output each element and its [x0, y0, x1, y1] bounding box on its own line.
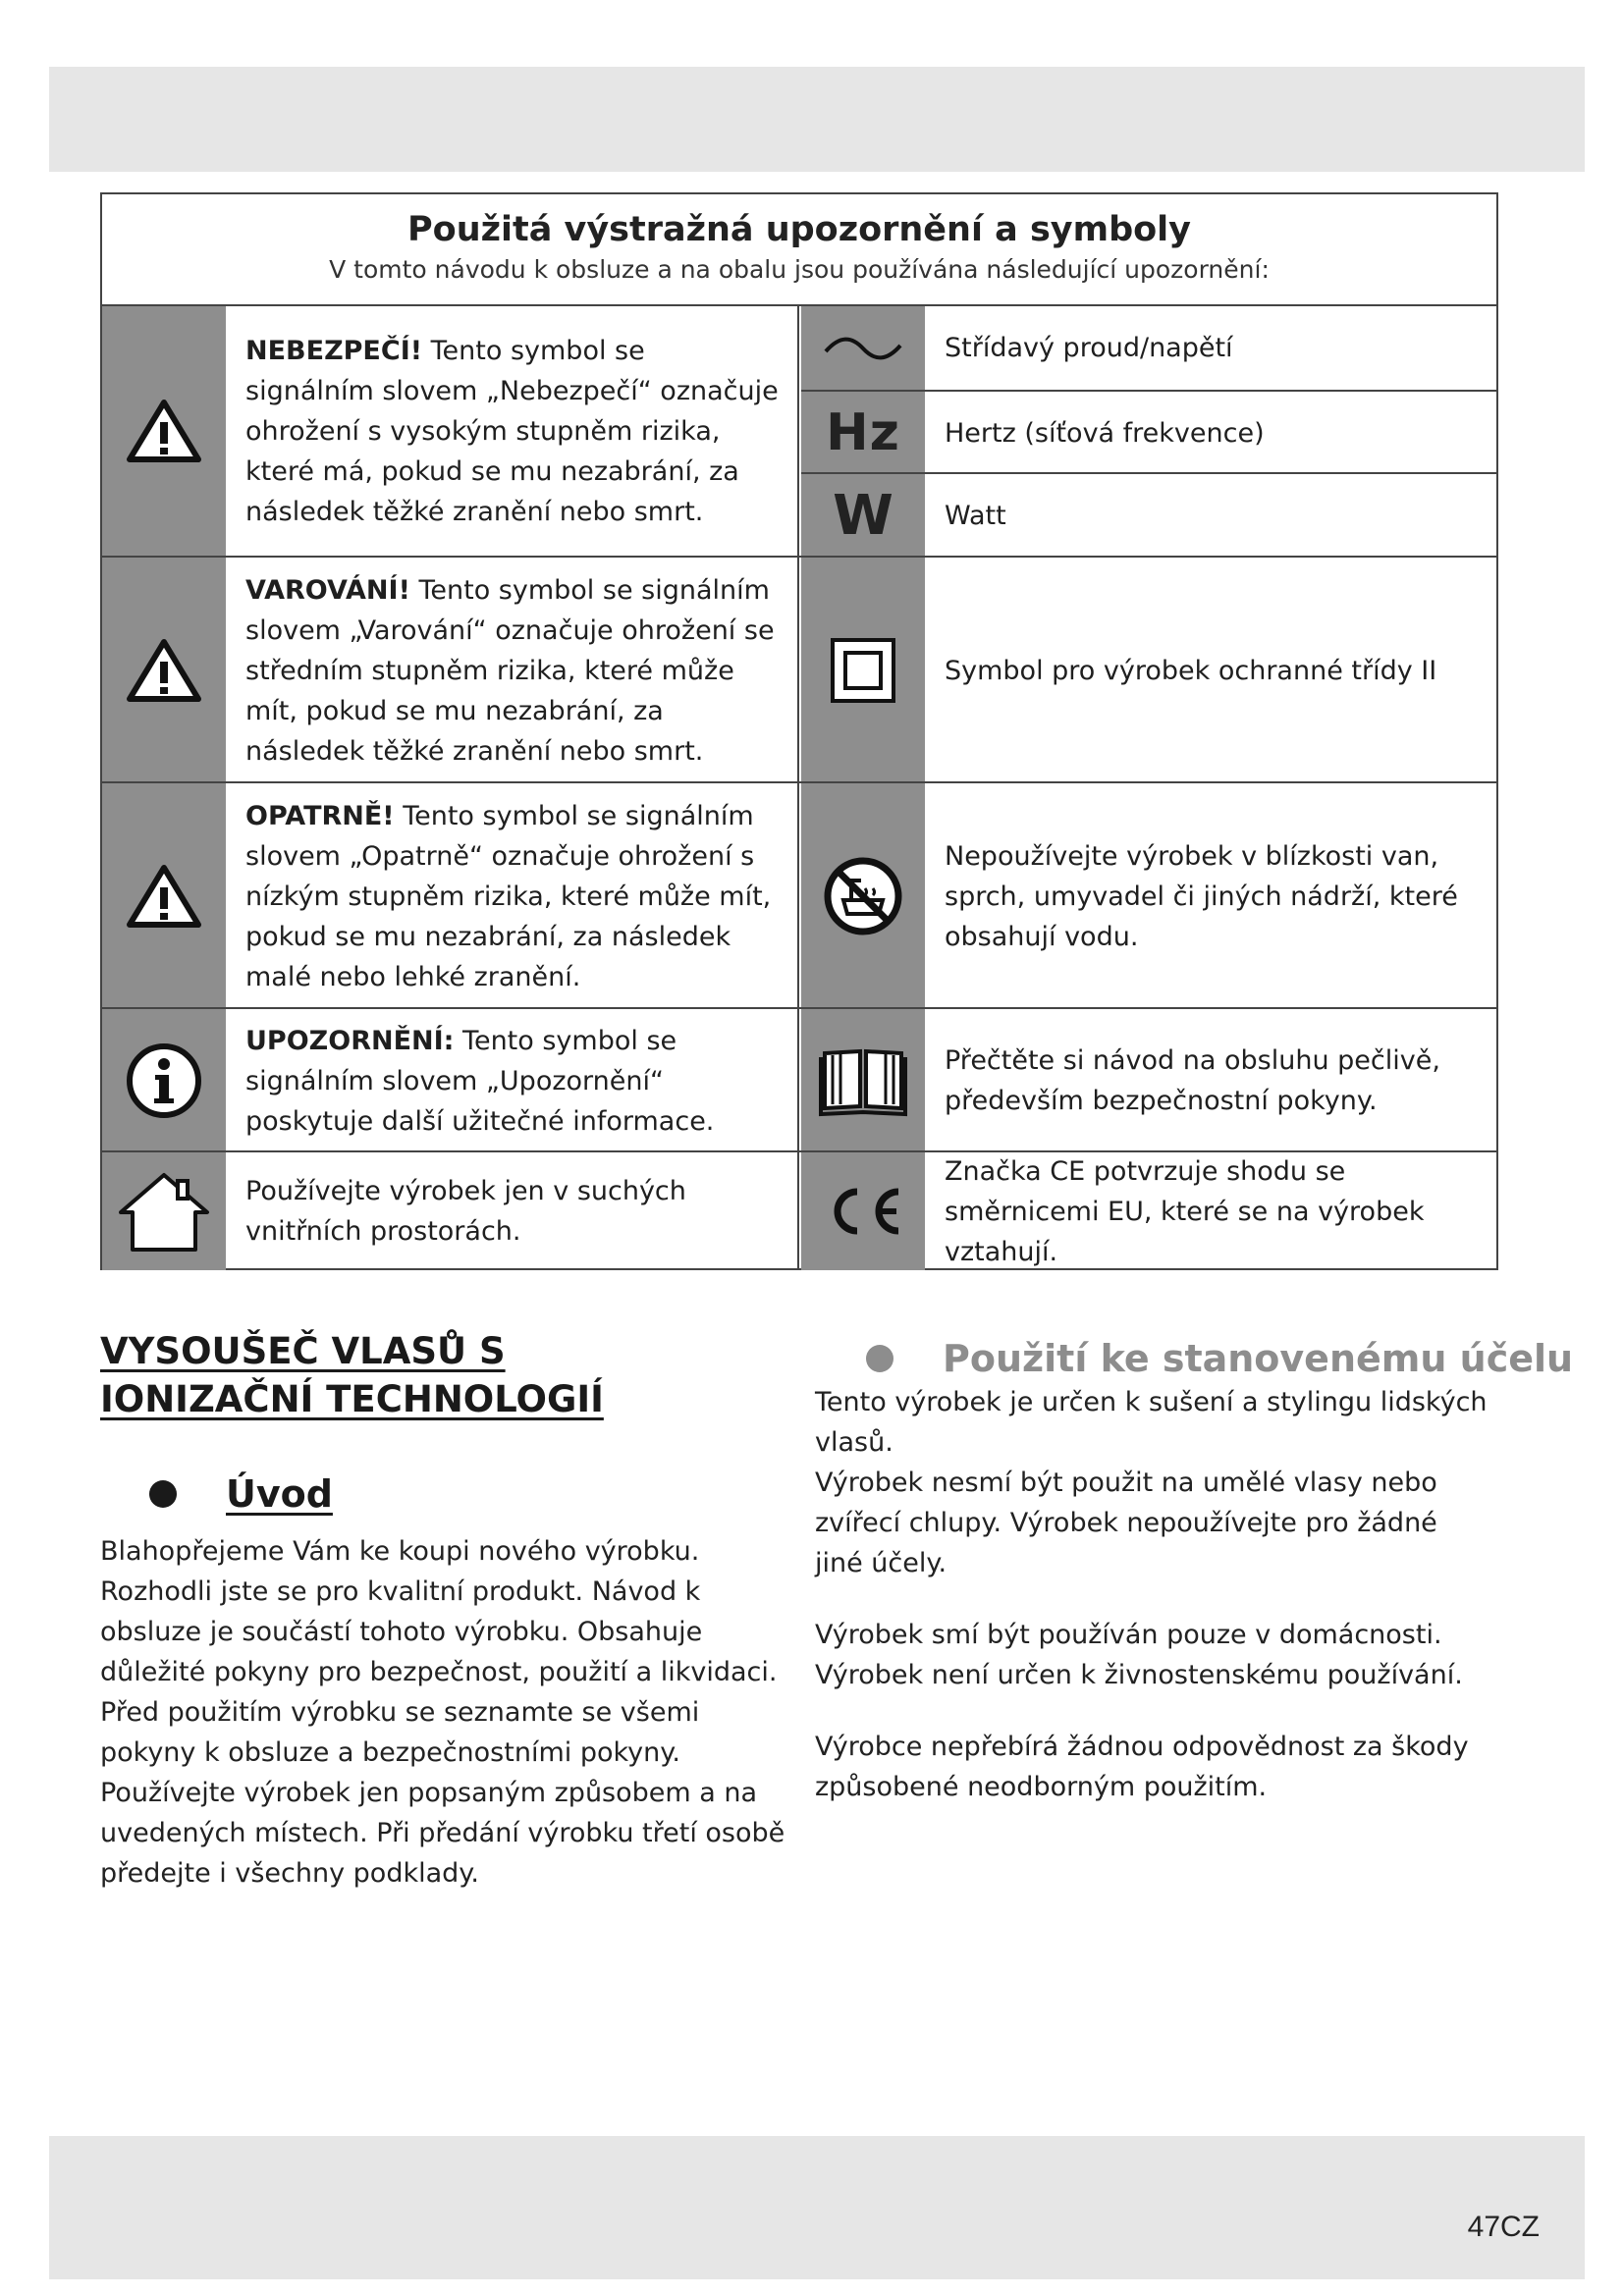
footer-band [49, 2136, 1585, 2279]
symbol-text: Tento symbol se signálním slovem „Opatrně“ označuje ohrožení s nízkým stupněm rizika, které může mít, pokud se mu nezabrání, za následek malé nebo lehké zranění. [245, 800, 772, 992]
symbol-text: Střídavý proud/napětí [945, 333, 1233, 363]
symbol-description [226, 1152, 799, 1270]
symbol-text: Hertz (síťová frekvence) [945, 417, 1265, 449]
product-heading: VYSOUŠEČ VLASŮ S IONIZAČNÍ TECHNOLOGIÍ [100, 1330, 604, 1420]
symbol-row [102, 1150, 1496, 1270]
symbol-icon-cell [801, 783, 925, 1009]
symbol-description [925, 1009, 1496, 1152]
intended-use-paragraph: Výrobce nepřebírá žádnou odpovědnost za škody způsobené neodborným použitím. [815, 1732, 1469, 1802]
no-bathtub-icon [822, 855, 904, 937]
symbol-row [102, 781, 1496, 1009]
house-icon [115, 1169, 213, 1254]
symbol-subrow [801, 472, 1496, 558]
bullet-icon [866, 1345, 893, 1372]
symbol-subrow [801, 306, 1496, 390]
symbol-icon-cell [801, 392, 925, 474]
watt-icon: W [833, 484, 893, 548]
symbol-text: Přečtěte si návod na obsluhu pečlivě, především bezpečnostní pokyny. [945, 1045, 1440, 1116]
info-icon [125, 1041, 203, 1120]
signal-word: UPOZORNĚNÍ: [245, 1025, 455, 1056]
symbol-icon-cell [102, 783, 226, 1009]
warning-triangle-icon [125, 397, 203, 465]
symbol-text: Tento symbol se signálním slovem „Nebezpečí“ označuje ohrožení s vysokým stupněm rizika, které má, pokud se mu nezabrání, za následek těžké zranění nebo smrt. [245, 335, 779, 527]
symbol-description [925, 474, 1496, 558]
symbol-description [226, 306, 799, 556]
symbol-text: Symbol pro výrobek ochranné třídy II [945, 655, 1437, 686]
intended-use-paragraph: Tento výrobek je určen k sušení a stylingu lidských vlasů. [815, 1387, 1488, 1458]
intended-use-heading [866, 1337, 1573, 1380]
signal-word: NEBEZPEČÍ! [245, 335, 423, 366]
symbol-icon-cell [801, 1152, 925, 1270]
intended-use-paragraph: Výrobek nesmí být použit na umělé vlasy nebo zvířecí chlupy. Výrobek nepoužívejte pro žádné jiné účely. [815, 1468, 1437, 1578]
symbol-description [925, 392, 1496, 474]
page-number: 47CZ [1467, 2211, 1540, 2243]
intended-use-text [815, 1382, 1492, 1839]
signal-word: OPATRNĚ! [245, 800, 395, 831]
symbol-text: Watt [945, 501, 1006, 531]
alternating-current-icon [822, 334, 904, 363]
intro-heading-text: Úvod [226, 1472, 333, 1516]
symbol-text: Nepoužívejte výrobek v blízkosti van, sprch, umyvadel či jiných nádrží, které obsahují vodu. [945, 840, 1458, 952]
symbol-row [102, 306, 1496, 556]
symbol-description [925, 783, 1496, 1009]
symbol-text: Používejte výrobek jen v suchých vnitřních prostorách. [245, 1176, 686, 1247]
symbols-table-header [102, 194, 1496, 306]
manual-book-icon [819, 1041, 907, 1120]
symbol-description [226, 783, 799, 1009]
symbols-title: Použitá výstražná upozornění a symboly [407, 210, 1191, 249]
symbol-row [102, 556, 1496, 783]
symbol-text: Tento symbol se signálním slovem „Varování“ označuje ohrožení se středním stupněm rizika, které může mít, pokud se mu nezabrání, za následek těžké zranění nebo smrt. [245, 574, 775, 767]
intro-paragraph: Blahopřejeme Vám ke koupi nového výrobku. Rozhodli jste se pro kvalitní produkt. Návod k obsluze je součástí tohoto výrobku. Obsahuje důležité pokyny pro bezpečnost, použití a likvidaci. Před použitím výrobku se seznamte se všemi pokyny k obsluze a bezpečnostními pokyny. Používejte výrobek jen popsaným způsobem a na uvedených místech. Při předání výrobku třetí osobě předejte i všechny podklady. [100, 1536, 785, 1889]
warning-triangle-icon [125, 862, 203, 931]
symbol-icon-cell [102, 1009, 226, 1152]
symbol-icon-cell [102, 558, 226, 783]
warning-triangle-icon [125, 636, 203, 705]
symbol-description [925, 1152, 1496, 1270]
symbol-icon-cell [801, 558, 925, 783]
symbol-description [226, 1009, 799, 1152]
bullet-icon [149, 1480, 177, 1508]
symbol-icon-cell [102, 306, 226, 556]
symbol-icon-cell [801, 474, 925, 558]
intended-use-heading-text: Použití ke stanovenému účelu [943, 1337, 1574, 1380]
symbol-text: Tento symbol se signálním slovem „Upozornění“ poskytuje další užitečné informace. [245, 1025, 715, 1137]
symbol-description [925, 306, 1496, 390]
intro-heading [149, 1472, 333, 1516]
intro-text [100, 1531, 797, 1925]
signal-word: VAROVÁNÍ! [245, 574, 410, 606]
symbols-table [100, 192, 1498, 1270]
symbol-icon-cell [801, 306, 925, 390]
symbol-subrow [801, 390, 1496, 474]
intended-use-paragraph: Výrobek smí být používán pouze v domácnosti. Výrobek není určen k živnostenskému používání. [815, 1620, 1463, 1690]
ce-mark-icon [822, 1182, 904, 1241]
header-band [49, 67, 1585, 172]
symbol-description [226, 558, 799, 783]
symbol-icon-cell [801, 1009, 925, 1152]
symbols-subtitle: V tomto návodu k obsluze a na obalu jsou používána následující upozornění: [329, 255, 1270, 284]
symbol-description [925, 558, 1496, 783]
symbol-row [102, 1007, 1496, 1152]
symbol-icon-cell [102, 1152, 226, 1270]
protection-class-ii-icon [829, 636, 897, 705]
hertz-icon: Hz [826, 403, 900, 462]
symbol-text: Značka CE potvrzuje shodu se směrnicemi EU, které se na výrobek vztahují. [945, 1155, 1425, 1267]
